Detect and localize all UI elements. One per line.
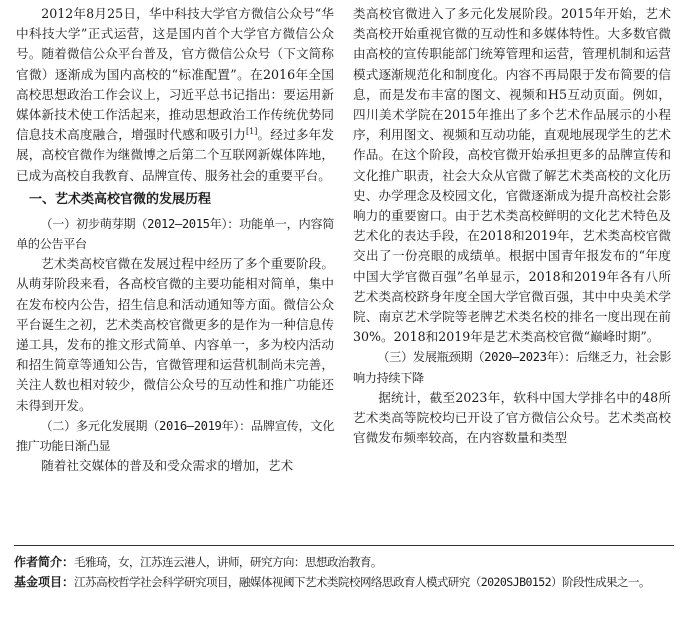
fund-note-text: 江苏高校哲学社会科学研究项目，融媒体视阈下艺术类院校网络思政育人模式研究（2020SJB0152）阶段性成果之一。 (74, 575, 650, 589)
subsection-1-paragraph: 艺术类高校官微在发展过程中经历了多个重要阶段。从萌芽阶段来看，各高校官微的主要功能相对简单，集中在发布校内公告，招生信息和活动通知等方面。微信公众平台诞生之初，艺术类高校官微更多的是作为一种信息传递工具，发布的推文形式简单、内容单一，多为校内活动和招生简章等通知公告，官微管理和运营机制尚未完善，关注人数也相对较少，微信公众号的互动性和推广功能还未得到开发。 (16, 256, 334, 413)
author-note-text: 毛雅琦，女，江苏连云港人，讲师，研究方向：思想政治教育。 (74, 555, 382, 569)
footnote-divider (14, 545, 674, 546)
article-body (14, 4, 674, 542)
intro-paragraph-tail: 。经过多年发展，高校官微作为继微博之后第二个互联网新媒体阵地，已成为高校自我教育、品牌宣传、服务社会的重要平台。 (16, 127, 335, 183)
intro-paragraph-text: 2012年8月25日，华中科技大学官方微信公众号“华中科技大学”正式运营，这是国内首个大学官方微信公众号。随着微信公众平台普及，官方微信公众号（下文简称官微）逐渐成为国内高校的“标准配置”。在2016年全国高校思想政治工作会议上，习近平总书记指出：要运用新媒体新技术使工作活起来，推动思想政治工作传统优势同信息技术高度融合，增强时代感和吸引力 (16, 6, 334, 143)
citation-marker[interactable]: [1] (246, 127, 258, 137)
fund-note (14, 572, 674, 592)
section-heading: 一、艺术类高校官微的发展历程 (29, 191, 212, 207)
subsection-1-heading: （一）初步萌芽期（2012—2015年）：功能单一，内容简单的公告平台 (16, 216, 334, 252)
subsection-2-paragraph-start: 随着社交媒体的普及和受众需求的增加，艺术 (41, 458, 294, 474)
subsection-3-heading: （三）发展瓶颈期（2020—2023年）：后继乏力，社会影响力持续下降 (353, 350, 671, 385)
subsection-2-paragraph-continued: 类高校官微进入了多元化发展阶段。2015年开始，艺术类高校开始重视官微的互动性和多媒体特性。大多数官微由高校的宣传职能部门统筹管理和运营，管理机制和运营模式逐渐规范化和制度化。内容不再局限于发布简要的信息，而是发布丰富的图文、视频和H5互动页面。例如，四川美术学院在2015年推出了多个艺术作品展示的小程序，利用图文、视频和互动功能，直观地展现学生的艺术作品。在这个阶段，高校官微开始承担更多的品牌宣传和文化推广职责，社会大众从官微了解艺术类高校的文化历史、办学理念及校园文化，官微逐渐成为提升高校社会影响力的重要窗口。由于艺术类高校鲜明的文化艺术特色及艺术化的表达手段，在2018和2019年，艺术类高校官微交出了一份亮眼的成绩单。根据中国青年报发布的“年度中国大学官微百强”名单显示，2018和2019年各有八所艺术类高校跻身年度全国大学官微百强，其中中央美术学院、南京艺术学院等老牌艺术类名校的排名一度出现在前30%。2018和2019年是艺术类高校官微“巅峰时期”。 (353, 6, 671, 345)
intro-paragraph (16, 4, 334, 186)
right-column (353, 4, 671, 448)
footnotes (14, 552, 674, 592)
subsection-2-heading: （二）多元化发展期（2016—2019年）：品牌宣传，文化推广功能日渐凸显 (16, 418, 334, 454)
author-note-label: 作者简介： (14, 555, 75, 569)
author-note (14, 552, 674, 572)
document-page (14, 4, 674, 614)
subsection-3-paragraph: 据统计，截至2023年，软科中国大学排名中的48所艺术类高等院校均已开设了官方微信公众号。艺术类高校官微发布频率较高，在内容数量和类型 (353, 389, 671, 446)
fund-note-label: 基金项目： (14, 575, 75, 589)
left-column (16, 4, 334, 476)
